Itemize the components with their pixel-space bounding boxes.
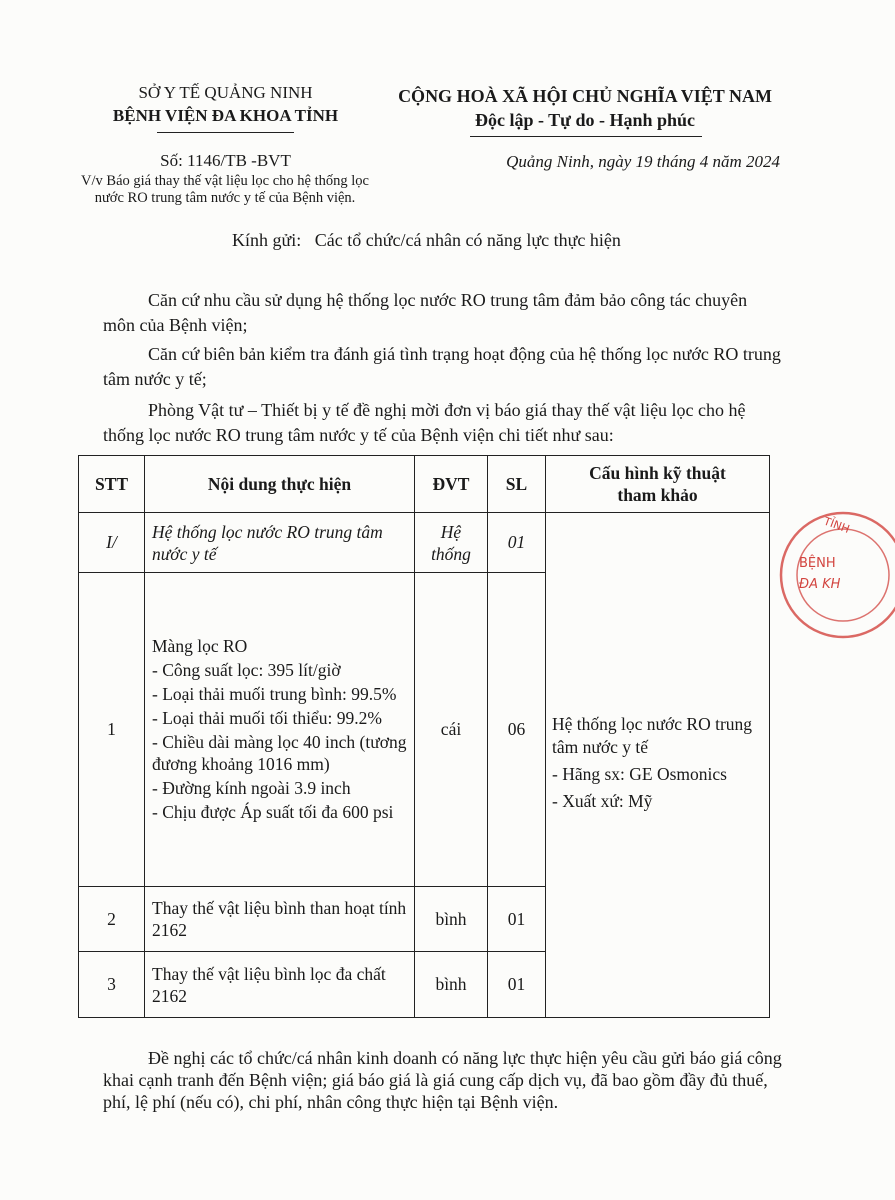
doc-subject bbox=[55, 173, 395, 207]
group-unit: Hệ thống bbox=[415, 513, 488, 573]
row1-stt: 1 bbox=[79, 573, 145, 887]
row1-content bbox=[145, 573, 415, 887]
config-cell bbox=[546, 513, 770, 1018]
table-row-group bbox=[79, 513, 770, 573]
row1-spec-1: - Công suất lọc: 395 lít/giờ bbox=[152, 659, 341, 680]
group-stt: I/ bbox=[79, 513, 145, 573]
paragraph-4: Đề nghị các tổ chức/cá nhân kinh doanh có năng lực thực hiện yêu cầu gửi báo giá công khai cạnh tranh đến Bệnh viện; giá báo giá là giá cung cấp dịch vụ, đã bao gồm đầy đủ thuế, phí, lệ phí (nếu có), chi phí, nhân công thực hiện tại Bệnh viện. bbox=[103, 1048, 782, 1112]
table-header-row bbox=[79, 456, 770, 513]
row2-qty: 01 bbox=[488, 887, 546, 952]
place-date: Quảng Ninh, ngày 19 tháng 4 năm 2024 bbox=[506, 152, 780, 171]
org-parent: SỞ Y TẾ QUẢNG NINH bbox=[138, 83, 313, 102]
row1-title: Màng lọc RO bbox=[152, 635, 248, 656]
motto: Độc lập - Tự do - Hạnh phúc bbox=[474, 110, 696, 130]
row2-stt: 2 bbox=[79, 887, 145, 952]
row1-unit: cái bbox=[415, 573, 488, 887]
config-line1: Hệ thống lọc nước RO trung tâm nước y tế bbox=[552, 714, 753, 757]
group-content: Hệ thống lọc nước RO trung tâm nước y tế bbox=[145, 513, 415, 573]
row1-qty: 06 bbox=[488, 573, 546, 887]
row3-unit: bình bbox=[415, 952, 488, 1018]
header-stt: STT bbox=[79, 456, 145, 513]
header-config bbox=[546, 456, 770, 513]
stamp-text-low: ĐA KH bbox=[799, 577, 841, 592]
header-config-line1: Cấu hình kỹ thuật bbox=[589, 463, 726, 483]
motto-underline bbox=[470, 136, 702, 137]
header-qty: SL bbox=[488, 456, 546, 513]
header-content: Nội dung thực hiện bbox=[145, 456, 415, 513]
config-line2: - Hãng sx: GE Osmonics bbox=[552, 764, 727, 784]
row1-spec-5: - Đường kính ngoài 3.9 inch bbox=[152, 777, 351, 798]
stamp-text-top: TỈNH bbox=[821, 514, 852, 536]
stamp-text-mid: BỆNH bbox=[799, 556, 836, 571]
org-underline bbox=[157, 132, 294, 133]
stamp-inner-ring bbox=[797, 529, 889, 621]
header-unit: ĐVT bbox=[415, 456, 488, 513]
items-table bbox=[78, 455, 770, 1018]
paragraph-1: Căn cứ nhu cầu sử dụng hệ thống lọc nước RO trung tâm đảm bảo công tác chuyên môn của Bệnh viện; bbox=[103, 290, 748, 335]
row3-qty: 01 bbox=[488, 952, 546, 1018]
config-line3: - Xuất xứ: Mỹ bbox=[552, 791, 653, 811]
row3-stt: 3 bbox=[79, 952, 145, 1018]
row1-spec-6: - Chịu được Áp suất tối đa 600 psi bbox=[152, 801, 394, 822]
row2-content: Thay thế vật liệu bình than hoạt tính 2162 bbox=[145, 887, 415, 952]
paragraph-3: Phòng Vật tư – Thiết bị y tế đề nghị mời đơn vị báo giá thay thế vật liệu lọc cho hệ thống lọc nước RO trung tâm nước y tế của Bệnh viện chi tiết như sau: bbox=[103, 400, 746, 445]
row2-unit: bình bbox=[415, 887, 488, 952]
doc-subject-line1: V/v Báo giá thay thế vật liệu lọc cho hệ thống lọc bbox=[81, 173, 369, 189]
salutation: Kính gửi: Các tổ chức/cá nhân có năng lực thực hiện bbox=[232, 230, 621, 250]
paragraph-2: Căn cứ biên bản kiểm tra đánh giá tình trạng hoạt động của hệ thống lọc nước RO trung tâm nước y tế; bbox=[103, 344, 781, 389]
row3-content: Thay thế vật liệu bình lọc đa chất 2162 bbox=[145, 952, 415, 1018]
org-name: BỆNH VIỆN ĐA KHOA TỈNH bbox=[112, 106, 339, 125]
doc-subject-line2: nước RO trung tâm nước y tế của Bệnh viện. bbox=[94, 190, 356, 206]
row1-spec-2: - Loại thải muối trung bình: 99.5% bbox=[152, 683, 397, 704]
row1-spec-4: - Chiều dài màng lọc 40 inch (tương đương khoảng 1016 mm) bbox=[152, 731, 407, 774]
doc-number: Số: 1146/TB -BVT bbox=[160, 151, 291, 170]
group-qty: 01 bbox=[488, 513, 546, 573]
official-stamp bbox=[775, 500, 895, 650]
row1-spec-3: - Loại thải muối tối thiểu: 99.2% bbox=[152, 707, 382, 728]
nation-title: CỘNG HOÀ XÃ HỘI CHỦ NGHĨA VIỆT NAM bbox=[398, 86, 772, 106]
header-config-line2: tham khảo bbox=[617, 485, 698, 505]
